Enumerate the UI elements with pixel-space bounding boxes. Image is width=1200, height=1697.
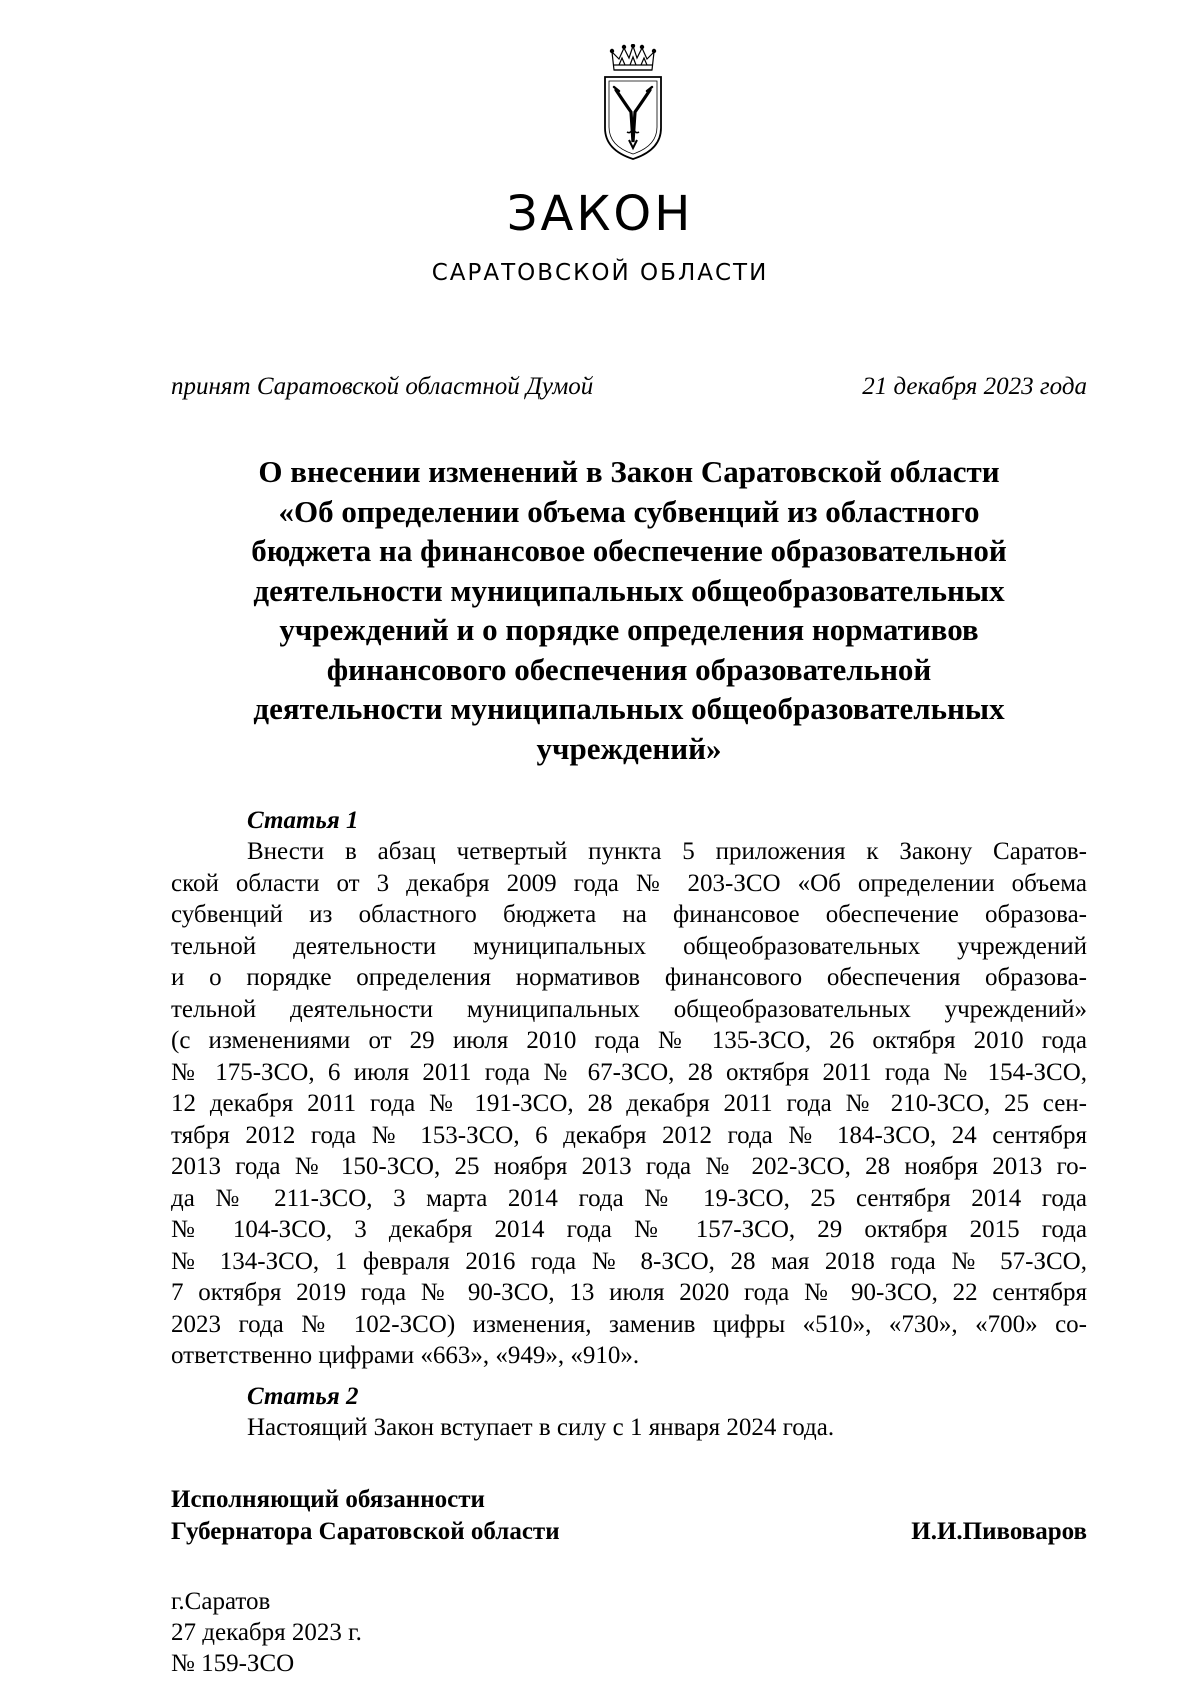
article-1-line: ответственно цифрами «663», «949», «910». [171,1342,640,1369]
adoption-date: 21 декабря 2023 года [862,373,1087,400]
coat-of-arms-emblem [602,44,664,162]
heading-line: деятельности муниципальных общеобразовательных [253,691,1005,726]
article-1-line: и о порядке определения нормативов финансового обеспечения образова- [171,964,1087,991]
article-1-line: тября 2012 года № 153-ЗСО, 6 декабря 2012 года № 184-ЗСО, 24 сентября [171,1121,1087,1149]
heading-line: деятельности муниципальных общеобразовательных [253,572,1005,608]
article-1-line: да № 211-ЗСО, 3 марта 2014 года № 19-ЗСО, 25 сентября 2014 года [171,1184,1087,1212]
article-1-line: № 104-ЗСО, 3 декабря 2014 года № 157-ЗСО, 29 октября 2015 года [171,1216,1087,1243]
article-1-line: 2023 года № 102-ЗСО) изменения, заменив цифры «510», «730», «700» со- [171,1310,1087,1338]
article-1-line: 12 декабря 2011 года № 191-ЗСО, 28 декабря 2011 года № 210-ЗСО, 25 сен- [171,1090,1087,1117]
signatory-name: И.И.Пивоваров [911,1518,1087,1545]
adopted-by-text: принят Саратовской областной Думой [171,373,594,400]
heading-line: учреждений» [536,730,722,766]
heading-line: бюджета на финансовое обеспечение образовательной [251,533,1007,568]
document-heading [171,452,1087,768]
article-1-line: тельной деятельности муниципальных общеобразовательных учреждений» [171,995,1087,1023]
law-subtitle: САРАТОВСКОЙ ОБЛАСТИ [431,260,769,286]
signatory-position-line: Губернатора Саратовской области [171,1518,560,1545]
adoption-line [171,370,1087,404]
footer-date: 27 декабря 2023 г. [171,1619,362,1646]
footer-city: г.Саратов [171,1588,271,1615]
article-1-body [171,836,1087,1372]
article-1-title: Статья 1 [247,807,359,834]
article-1-line: № 134-ЗСО, 1 февраля 2016 года № 8-ЗСО, 28 мая 2018 года № 57-ЗСО, [171,1247,1087,1275]
article-1-line: ской области от 3 декабря 2009 года № 203-ЗСО «Об определении объема [171,869,1087,897]
signatory-position-line: Исполняющий обязанности [171,1486,485,1513]
article-1-line: № 175-ЗСО, 6 июля 2011 года № 67-ЗСО, 28 октября 2011 года № 154-ЗСО, [171,1058,1087,1086]
footer-number: № 159-ЗСО [171,1650,295,1677]
heading-line: О внесении изменений в Закон Саратовской области [258,454,1000,489]
heading-line: учреждений и о порядке определения нормативов [279,612,979,647]
document-footer [171,1586,362,1679]
article-2-text: Настоящий Закон вступает в силу с 1 января 2024 года. [247,1414,835,1441]
article-1-line: 7 октября 2019 года № 90-ЗСО, 13 июля 2020 года № 90-ЗСО, 22 сентября [171,1279,1087,1306]
law-title: ЗАКОН [506,186,694,242]
article-2-body [171,1412,1087,1444]
coat-of-arms-icon [602,44,664,162]
heading-line: финансового обеспечения образовательной [326,651,932,687]
article-1-line: 2013 года № 150-ЗСО, 25 ноября 2013 года № 202-ЗСО, 28 ноября 2013 го- [171,1153,1087,1180]
signatory-position [171,1484,560,1548]
heading-line: «Об определении объема субвенций из областного [278,493,980,529]
article-1-line: субвенций из областного бюджета на финансовое обеспечение образова- [171,901,1087,928]
article-1-line: Внести в абзац четвертый пункта 5 приложения к Закону Саратов- [247,838,1087,865]
article-1-line: тельной деятельности муниципальных общеобразовательных учреждений [171,932,1087,960]
article-1-line: (с изменениями от 29 июля 2010 года № 135-ЗСО, 26 октября 2010 года [171,1027,1087,1054]
article-2-title: Статья 2 [247,1383,359,1410]
